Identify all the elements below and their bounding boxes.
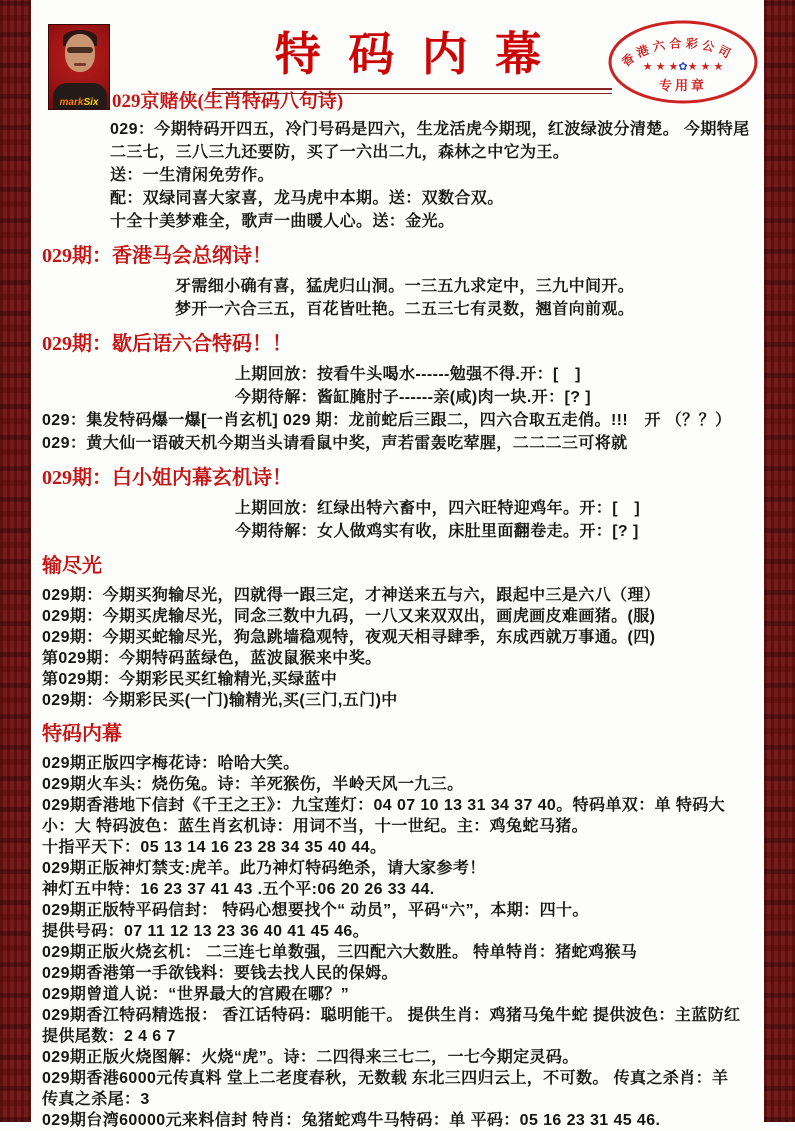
tip-line: 第029期：今期特码蓝绿色，蓝波鼠猴来中奖。 <box>42 650 382 667</box>
tip-line: 029期正版特平码信封： 特码心想要找个“ 动员”，平码“六”，本期：四十。 <box>42 902 589 919</box>
tip-line: 神灯五中特：16 23 37 41 43 .五个平:06 20 26 33 44. <box>42 881 435 898</box>
tip-line: 029期台湾60000元来料信封 特肖：兔猪蛇鸡牛马特码：单 平码：05 16 23 31 45 46. <box>42 1112 661 1129</box>
portrait-glasses-shape <box>67 47 93 53</box>
section-heading: 029期：白小姐内幕玄机诗！ <box>42 467 292 489</box>
poem-line: 十全十美梦难全，歌声一曲暖人心。送：金光。 <box>110 213 455 230</box>
poem-line: 梦开一六合三五，百花皆吐艳。二五三七有灵数，翘首向前观。 <box>175 301 635 318</box>
portrait-face-shape <box>65 34 95 72</box>
section-heading: 029期：香港马会总纲诗！ <box>42 245 272 267</box>
company-stamp-seal <box>605 18 761 106</box>
stamp-bottom-text: 专用章 <box>658 78 708 93</box>
title-underline-decoration <box>212 88 612 94</box>
section-temaneimu <box>42 722 755 1131</box>
tip-line: 传真之杀尾：3 <box>42 1091 150 1108</box>
tip-line: 029期：今期买蛇输尽光，狗急跳墙稳观特，夜观天相寻肆季，东成西就万事通。(四) <box>42 629 656 646</box>
poem-line: 029：今期特码开四五，冷门号码是四六，生龙活虎今期现，红波绿波分清楚。 今期特尾二三七，三八三九还要防，买了一六出二九，森林之中它为王。 <box>110 121 750 161</box>
right-border-decoration <box>764 0 795 1122</box>
tip-line: 029期香港6000元传真料 堂上二老度春秋，无数载 东北三四归云上，不可数。 传真之杀肖：羊 <box>42 1070 729 1087</box>
tip-line: 029期正版火烧图解：火烧“虎”。诗：二四得来三七二，一七今期定灵码。 <box>42 1049 579 1066</box>
tip-line: 029期香港第一手欲钱料：要钱去找人民的保姆。 <box>42 965 398 982</box>
poem-line: 送：一生清闲免劳作。 <box>110 167 275 184</box>
page-title: 特 码 内 幕 <box>274 29 550 80</box>
tip-line: 029期正版神灯禁支:虎羊。此乃神灯特码绝杀，请大家参考！ <box>42 860 486 877</box>
tip-line: 029期：今期彩民买(一门)输精光,买(三门,五门)中 <box>42 692 398 709</box>
tip-line: 029期香江特码精选报： 香江话特码：聪明能干。 提供生肖：鸡猪马兔牛蛇 提供波色：主蓝防红 <box>42 1007 741 1024</box>
riddle-line: 今期待解：酱缸腌肘子------亲(咸)肉一块.开：[? ] <box>235 389 591 406</box>
section-hkjc-outline-poem <box>42 244 755 321</box>
photo-caption-six: Six <box>83 97 99 108</box>
section-heading: 输尽光 <box>42 555 102 577</box>
photo-caption-mark: mark <box>59 97 84 108</box>
section-xiehouyu-special-code <box>42 332 755 455</box>
riddle-line: 今期待解：女人做鸡实有收，床肚里面翻卷走。开：[? ] <box>235 523 639 540</box>
stamp-stars-row: ★ ★ ★✿★ ★ ★ <box>642 61 724 73</box>
tip-line: 029期火车头：烧伤兔。诗：羊死猴伤，半岭天风一九三。 <box>42 776 464 793</box>
tip-line: 提供尾数：2 4 6 7 <box>42 1028 176 1045</box>
masthead <box>202 18 622 94</box>
poem-line: 配：双绿同喜大家喜，龙马虎中本期。送：双数合双。 <box>110 190 504 207</box>
tip-line: 029期香港地下信封《千王之王》：九宝莲灯：04 07 10 13 31 34 37 40。特码单双：单 特码大小：大 特码波色：蓝生肖玄机诗：用词不当，十一世纪。主：鸡兔蛇马猪。 <box>42 797 726 835</box>
stamp-flower-icon: ✿ <box>678 61 688 73</box>
tip-line: 029期正版火烧玄机： 二三连七单数强，三四配六大数胜。 特单特肖：猪蛇鸡猴马 <box>42 944 638 961</box>
tip-line: 十指平天下：05 13 14 16 23 28 34 35 40 44。 <box>42 839 387 856</box>
tip-line: 029期：今期买狗输尽光，四就得一跟三定，才神送来五与六，跟起中三是六八（理） <box>42 587 661 604</box>
tip-line: 029：黄大仙一语破天机今期当头请看鼠中奖，声若雷轰吃荤腥，二二二三可将就 <box>42 435 628 452</box>
tip-line: 提供号码：07 11 12 13 23 36 40 41 45 46。 <box>42 923 370 940</box>
section-baixiaojie-mystery-poem <box>42 466 755 543</box>
tip-line: 029期正版四字梅花诗：哈哈大笑。 <box>42 755 300 772</box>
riddle-line: 上期回放：按看牛头喝水------勉强不得.开：[ ] <box>235 366 581 383</box>
section-heading: 特码内幕 <box>42 723 122 745</box>
tipster-portrait-photo <box>48 24 110 110</box>
left-border-decoration <box>0 0 31 1122</box>
sheet-content <box>42 0 755 1131</box>
tip-line: 029期：今期买虎输尽光，同念三数中九码，一八又来双双出，画虎画皮难画猪。(服) <box>42 608 656 625</box>
riddle-line: 上期回放：红绿出特六畜中，四六旺特迎鸡年。开：[ ] <box>235 500 641 517</box>
poem-line: 牙需细小确有喜，猛虎归山洞。一三五九求定中，三九中间开。 <box>175 278 635 295</box>
section-jingduxia-poem <box>42 90 755 233</box>
section-shujinguang <box>42 554 755 711</box>
tip-line: 029：集发特码爆一爆[一肖玄机] 029 期：龙前蛇后三跟二，四六合取五走俏。!!! 开 （？？） <box>42 412 732 429</box>
stamp-arc-text: 香港六合彩公司 <box>619 36 737 70</box>
section-heading: 029京赌侠(生肖特码八句诗) <box>112 91 344 112</box>
section-heading: 029期：歇后语六合特码！！ <box>42 333 292 355</box>
photo-caption <box>49 97 109 108</box>
portrait-mouth-shape <box>74 63 86 66</box>
tip-line: 第029期：今期彩民买红输精光,买绿蓝中 <box>42 671 338 688</box>
tip-line: 029期曾道人说：“世界最大的宫殿在哪？” <box>42 986 350 1003</box>
